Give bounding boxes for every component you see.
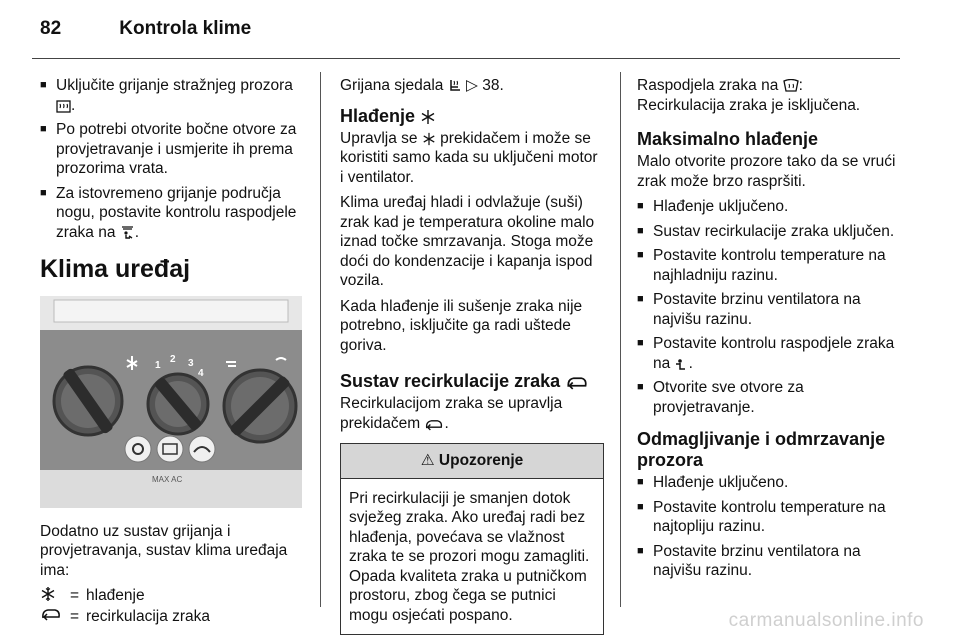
list-item: ■ Hlađenje uključeno. — [637, 473, 905, 493]
ac-legend — [40, 586, 310, 626]
cooling-paragraph: Klima uređaj hladi i odvlažuje (suši) zrak kad je temperatura okoline malo iznad točke smrzavanja. Stoga može doći do kondenzacije i kapanja ispod vozila. — [340, 194, 595, 289]
legend-equals: = — [70, 607, 80, 625]
header-rule — [32, 58, 900, 59]
column-divider — [620, 72, 621, 607]
max-cooling-bullets — [637, 197, 905, 417]
section-heading-air-conditioning: Klima uređaj — [40, 255, 191, 283]
windscreen-defrost-icon — [783, 79, 799, 93]
list-item: ■ Otvorite sve otvore za provjetravanje. — [637, 378, 905, 417]
heated-seats-reference: Grijana sjedala ▷ 38. — [340, 77, 504, 94]
watermark: carmanualsonline.info — [728, 610, 924, 631]
list-item: ■ Sustav recirkulacije zraka uključen. — [637, 222, 905, 242]
legend-text: recirkulacija zraka — [86, 607, 211, 625]
heated-seat-icon — [448, 79, 462, 93]
list-item: ■ Hlađenje uključeno. — [637, 197, 905, 217]
legend-equals: = — [70, 587, 80, 604]
list-item: ■ Postavite kontrolu temperature na najtopliju razinu. — [637, 498, 905, 537]
heating-bullets — [40, 76, 310, 242]
list-item: ■ Postavite kontrolu raspodjele zraka na . — [637, 334, 905, 373]
section-heading-defog: Odmagljivanje i odmrzavanje prozora — [637, 429, 886, 470]
fan-level-label: 1 — [155, 359, 161, 371]
legend-text: hlađenje — [86, 587, 145, 604]
fan-level-label: 4 — [198, 367, 204, 379]
list-item: ■ Uključite grijanje stražnjeg prozora . — [40, 76, 310, 115]
recirculation-icon — [40, 607, 62, 621]
list-item: ■ Po potrebi otvorite bočne otvore za provjetravanje i usmjerite ih prema prozorima vrata. — [40, 120, 310, 179]
section-heading-cooling: Hlađenje — [340, 106, 605, 127]
column-divider — [320, 72, 321, 607]
fan-level-label: 3 — [188, 357, 194, 369]
list-item: ■ Za istovremeno grijanje područja nogu, postavite kontrolu raspodjele zraka na . — [40, 184, 310, 243]
rear-window-heat-icon — [56, 100, 71, 113]
cooling-paragraph: Upravlja se prekidačem i može se koristiti samo kada su uključeni motor i ventilator. — [340, 129, 598, 186]
airflow-foot-window-icon — [120, 225, 135, 240]
list-item: ■ Postavite brzinu ventilatora na najvišu razinu. — [637, 542, 905, 581]
defog-bullets — [637, 473, 905, 581]
panel-bottom-label: MAX AC — [152, 474, 183, 484]
column-3 — [637, 76, 905, 587]
warning-header: ⚠ Upozorenje — [341, 444, 603, 479]
list-item: ■ Postavite brzinu ventilatora na najvišu razinu. — [637, 290, 905, 329]
snowflake-icon — [40, 586, 56, 602]
list-item: ■ Postavite kontrolu temperature na najhladniju razinu. — [637, 246, 905, 285]
page-title: Kontrola klime — [119, 18, 252, 39]
warning-text: Pri recirkulaciji je smanjen dotok svježeg zraka. Ako uređaj radi bez hlađenja, povećava se vlažnost zraka te se prozori mogu zamagliti. Opada kvaliteta zraka u putničkom prostoru, zbog čega se putnici mogu osjećati pospano. — [349, 489, 590, 624]
snowflake-icon — [422, 132, 436, 146]
page-number: 82 — [40, 18, 62, 39]
max-cooling-intro: Malo otvorite prozore tako da se vrući zrak može brzo raspršiti. — [637, 153, 896, 190]
warning-triangle-icon: ⚠ — [420, 452, 435, 469]
section-heading-max-cooling: Maksimalno hlađenje — [637, 129, 819, 149]
airflow-face-icon — [675, 357, 689, 371]
snowflake-icon — [420, 109, 436, 125]
warning-box — [340, 443, 604, 635]
distribution-text: Raspodjela zraka na : Recirkulacija zraka je isključena. — [637, 77, 861, 114]
recirculation-icon — [424, 418, 444, 431]
cooling-paragraph: Kada hlađenje ili sušenje zraka nije potrebno, isključite ga radi uštede goriva. — [340, 297, 583, 354]
climate-control-panel-image — [40, 296, 302, 508]
column-2 — [340, 76, 605, 635]
fan-level-label: 2 — [170, 353, 176, 365]
recirculation-paragraph: Recirkulacijom zraka se upravlja prekidačem . — [340, 395, 563, 432]
page-header — [40, 18, 251, 40]
page-reference-arrow-icon: ▷ — [466, 77, 478, 94]
ac-intro-text: Dodatno uz sustav grijanja i provjetravanja, sustav klima uređaja ima: — [40, 522, 288, 579]
section-heading-recirculation: Sustav recirkulacije zraka — [340, 371, 605, 392]
column-1 — [40, 76, 310, 626]
recirculation-icon — [565, 375, 589, 390]
